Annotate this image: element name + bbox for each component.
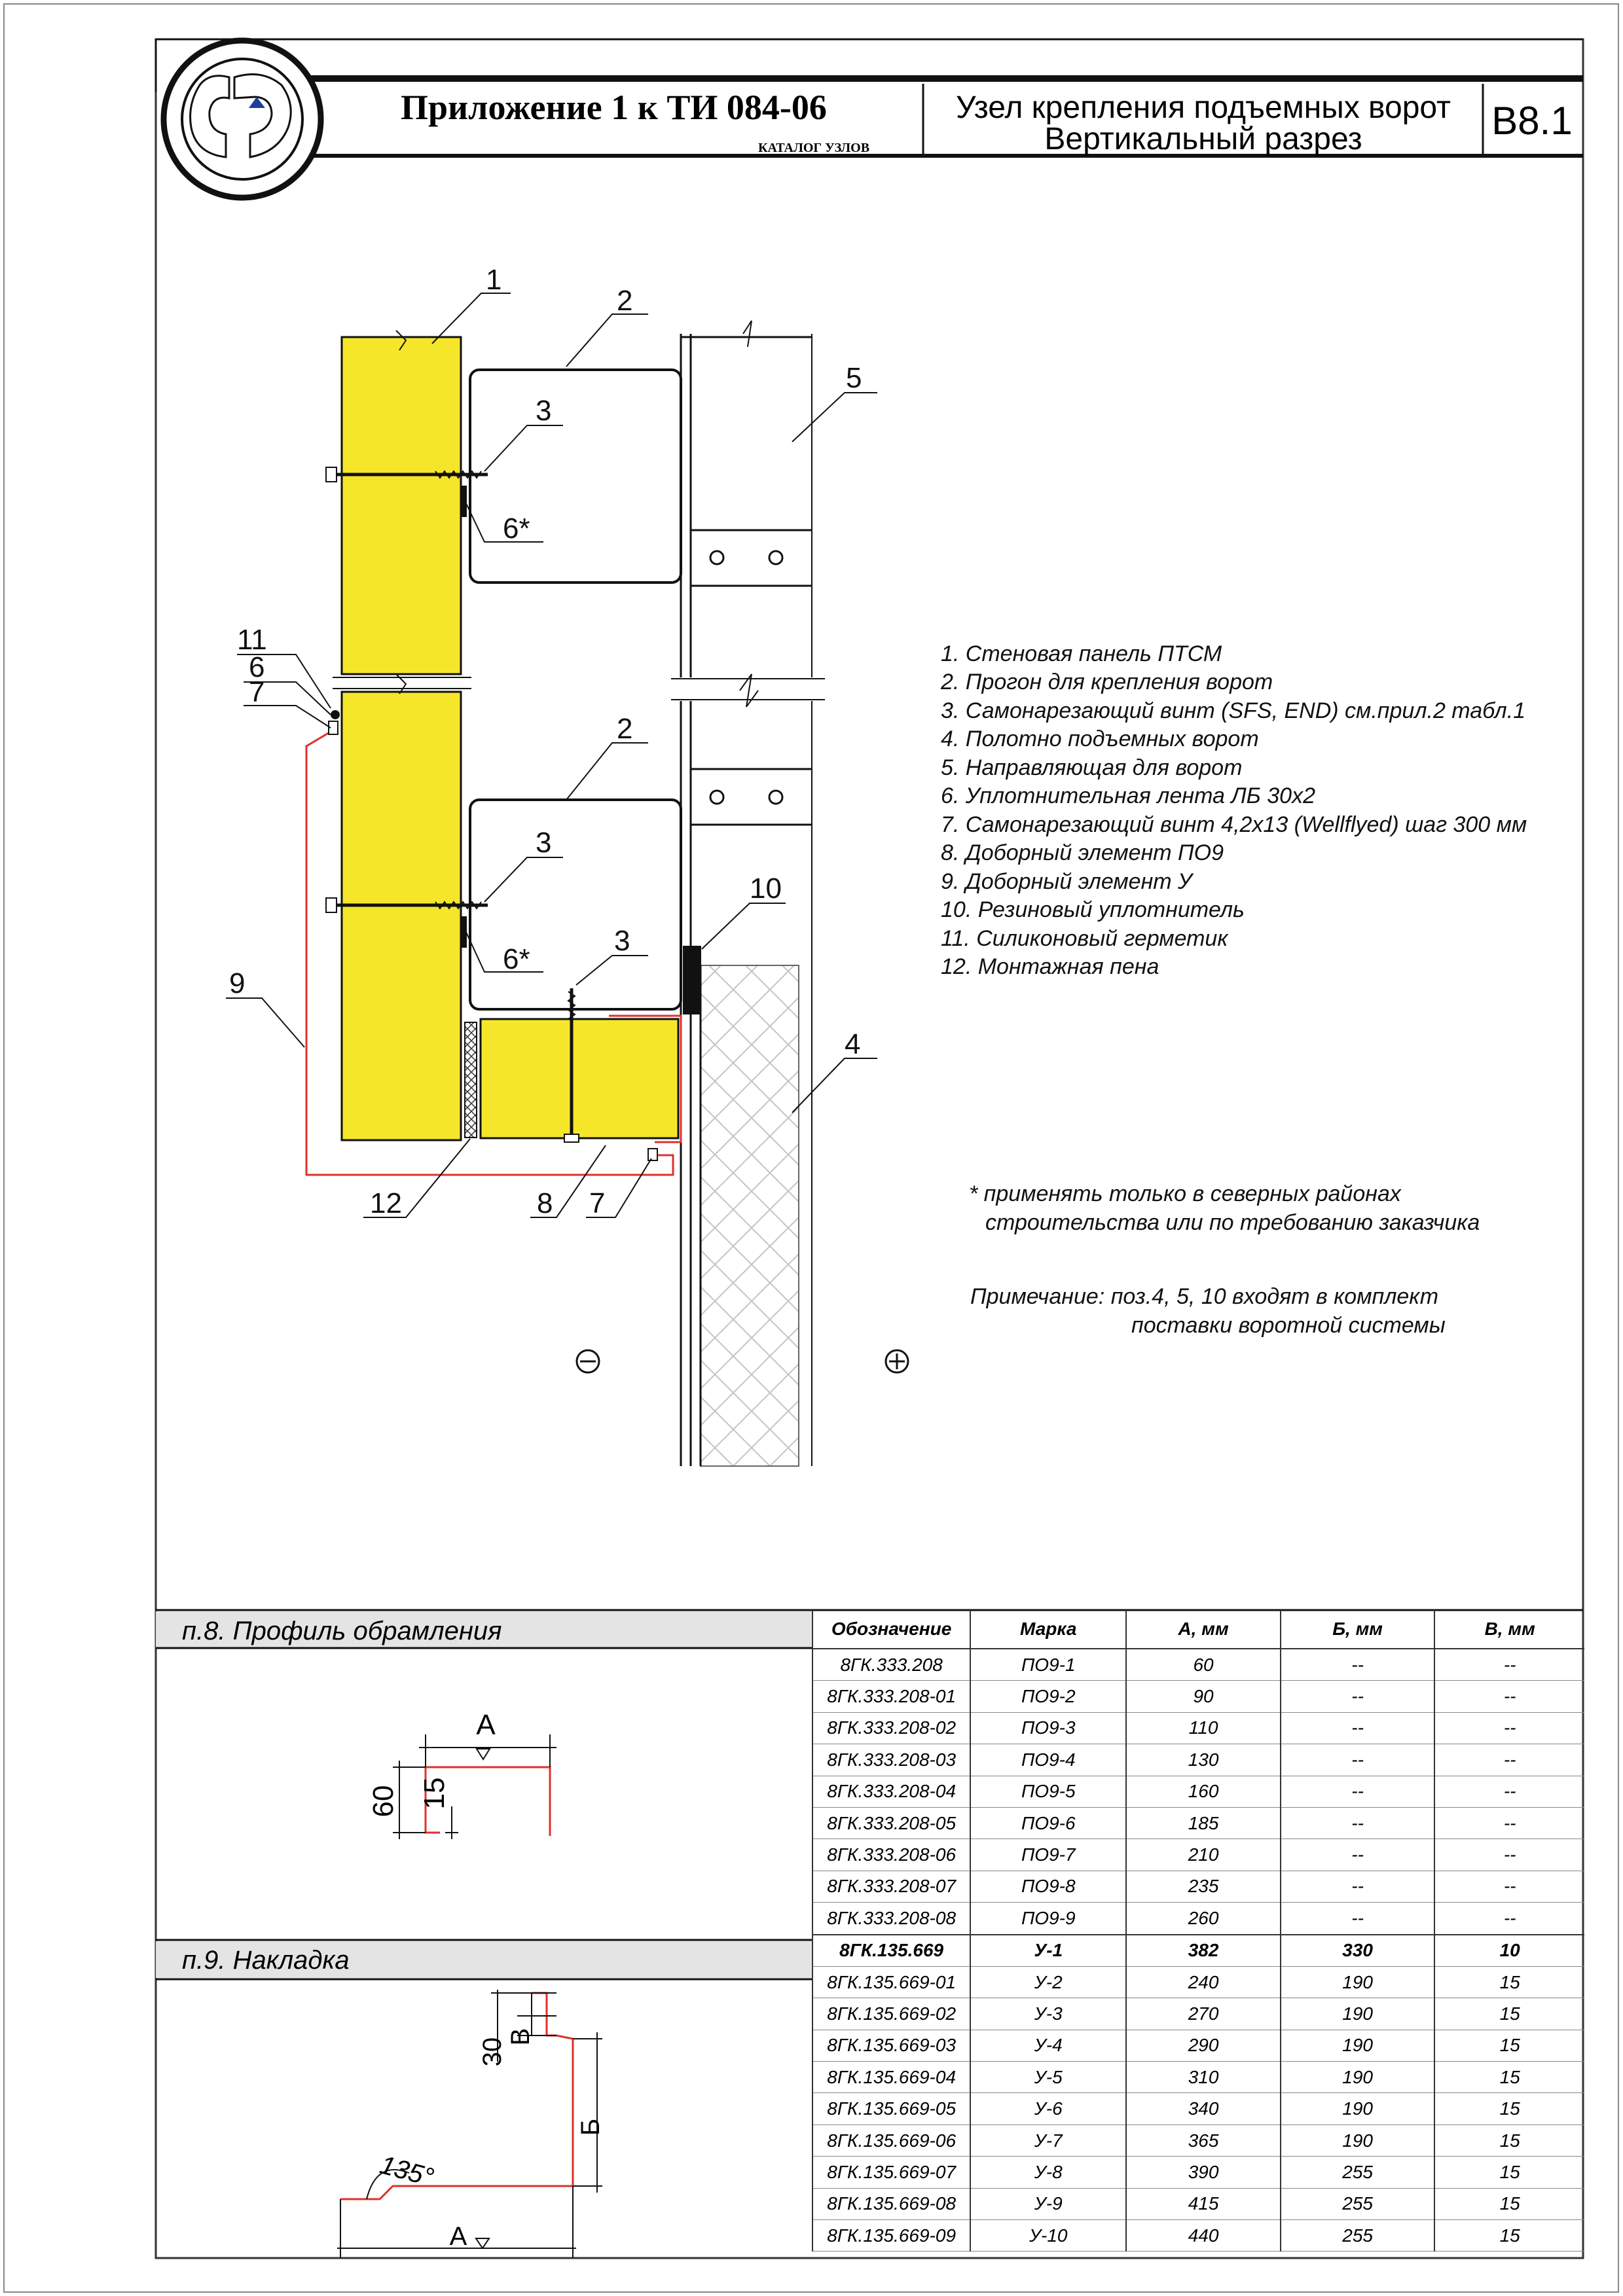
cell-a: 340 [1126,2093,1281,2125]
main-title: Приложение 1 к ТИ 084-06 [401,88,827,127]
cell-mark: ПО9-5 [970,1776,1126,1807]
table-row [812,2220,1584,2251]
cell-a: 185 [1126,1807,1281,1839]
legend-item: 5. Направляющая для ворот [941,755,1243,780]
cell-mark: ПО9-3 [970,1712,1126,1744]
node-title-line1: Узел крепления подъемных ворот [955,90,1451,125]
cell-b: 190 [1281,2030,1435,2061]
table-row [812,1776,1584,1807]
cell-b: 190 [1281,1966,1435,1998]
table-row [812,2188,1584,2219]
dim-60: 60 [367,1785,399,1818]
table-row [812,1712,1584,1744]
table-row [812,2062,1584,2093]
cell-v: -- [1434,1903,1584,1935]
table-row [812,1807,1584,1839]
cell-b: 255 [1281,2188,1435,2219]
callout-10: 10 [750,872,782,905]
cell-a: 365 [1126,2125,1281,2156]
profile-po9-sketch [393,1734,556,1839]
cell-v: 15 [1434,2188,1584,2219]
legend-item: 8. Доборный элемент ПО9 [941,840,1224,865]
cell-designation: 8ГК.333.208-03 [812,1744,970,1776]
cell-b: -- [1281,1712,1435,1744]
note-line1: Примечание: поз.4, 5, 10 входят в комплект [970,1284,1439,1309]
cell-v: 15 [1434,1966,1584,1998]
legend-item: 4. Полотно подъемных ворот [941,726,1259,751]
overlay-u-sketch [337,1990,602,2258]
cell-mark: У-4 [970,2030,1126,2061]
table-row [812,2125,1584,2156]
cell-designation: 8ГК.135.669-05 [812,2093,970,2125]
cell-mark: У-10 [970,2220,1126,2251]
cell-b: 190 [1281,2125,1435,2156]
cell-mark: У-3 [970,1998,1126,2030]
legend-item: 3. Самонарезающий винт (SFS, END) см.прил.2 табл.1 [941,698,1526,723]
dim-15: 15 [418,1777,450,1810]
cell-mark: ПО9-2 [970,1681,1126,1712]
cell-v: -- [1434,1649,1584,1681]
section-drawing [226,293,908,1466]
cell-designation: 8ГК.333.208-02 [812,1712,970,1744]
section-p8-title: п.8. Профиль обрамления [182,1617,502,1645]
cell-v: -- [1434,1776,1584,1807]
cell-b: -- [1281,1903,1435,1935]
cell-v: -- [1434,1744,1584,1776]
cell-v: 15 [1434,2062,1584,2093]
node-title-line2: Вертикальный разрез [1044,122,1362,156]
cell-mark: У-2 [970,1966,1126,1998]
dim-30: 30 [478,2037,507,2067]
cell-v: 15 [1434,1998,1584,2030]
cell-a: 440 [1126,2220,1281,2251]
table-row [812,1966,1584,1998]
cell-b: 330 [1281,1935,1435,1967]
cell-a: 382 [1126,1935,1281,1967]
plus-symbol [886,1350,908,1372]
dim-v: В [506,2028,535,2046]
cell-b: 255 [1281,2157,1435,2188]
cell-designation: 8ГК.135.669-04 [812,2062,970,2093]
table-row [812,1839,1584,1871]
col-a-header: А, мм [1126,1610,1281,1649]
callout-12: 12 [370,1187,402,1219]
subtitle: КАТАЛОГ УЗЛОВ [758,141,870,155]
cell-v: 15 [1434,2093,1584,2125]
cell-designation: 8ГК.333.208-07 [812,1871,970,1902]
table-row [812,1903,1584,1935]
cell-a: 160 [1126,1776,1281,1807]
cell-mark: У-9 [970,2188,1126,2219]
callout-7-lower: 7 [589,1187,606,1219]
callout-5: 5 [846,362,862,394]
cell-designation: 8ГК.135.669-09 [812,2220,970,2251]
legend-item: 12. Монтажная пена [941,954,1159,979]
callout-7-upper: 7 [249,676,265,708]
legend-item: 6. Уплотнительная лента ЛБ 30х2 [941,783,1315,808]
cell-mark: У-1 [970,1935,1126,1967]
cell-mark: ПО9-7 [970,1839,1126,1871]
callout-6-upper: 6* [503,512,530,545]
cell-designation: 8ГК.135.669-01 [812,1966,970,1998]
callout-9: 9 [229,967,246,999]
cell-a: 290 [1126,2030,1281,2061]
cell-v: 15 [1434,2220,1584,2251]
cell-a: 310 [1126,2062,1281,2093]
cell-v: 15 [1434,2157,1584,2188]
minus-symbol [577,1350,599,1372]
silicone-sealant [331,710,340,719]
cell-designation: 8ГК.333.208-04 [812,1776,970,1807]
footnote-line2: строительства или по требованию заказчика [985,1210,1480,1235]
cell-a: 415 [1126,2188,1281,2219]
cell-a: 235 [1126,1871,1281,1902]
cell-designation: 8ГК.135.669-08 [812,2188,970,2219]
cell-a: 390 [1126,2157,1281,2188]
cell-b: 190 [1281,2093,1435,2125]
dim-a-profile: А [476,1709,496,1741]
callout-6-lower: 6* [503,943,530,975]
cell-a: 240 [1126,1966,1281,1998]
legend-item: 9. Доборный элемент У [941,869,1192,894]
cell-mark: У-8 [970,2157,1126,2188]
callout-3-vertical: 3 [614,925,630,957]
section-p9-title: п.9. Накладка [182,1946,350,1975]
cell-a: 210 [1126,1839,1281,1871]
cell-v: 10 [1434,1935,1584,1967]
table-row [812,2093,1584,2125]
company-logo [164,41,321,198]
cell-mark: У-6 [970,2093,1126,2125]
cell-mark: У-7 [970,2125,1126,2156]
cell-a: 90 [1126,1681,1281,1712]
cell-b: -- [1281,1744,1435,1776]
cell-mark: ПО9-4 [970,1744,1126,1776]
cell-v: 15 [1434,2125,1584,2156]
legend-item: 10. Резиновый уплотнитель [941,897,1245,922]
cell-designation: 8ГК.135.669-03 [812,2030,970,2061]
cell-a: 130 [1126,1744,1281,1776]
cell-mark: ПО9-6 [970,1807,1126,1839]
table-row [812,2030,1584,2061]
callout-8: 8 [537,1187,553,1219]
cell-a: 260 [1126,1903,1281,1935]
legend-item: 7. Самонарезающий винт 4,2х13 (Wellflyed) шаг 300 мм [941,812,1527,837]
cell-designation: 8ГК.135.669-02 [812,1998,970,2030]
note-line2: поставки воротной системы [1131,1313,1446,1338]
angle-135: 135° [376,2150,437,2193]
door-leaf [683,946,799,1466]
callout-3-lower: 3 [536,827,552,859]
col-designation-header: Обозначение [812,1610,970,1649]
cell-b: 255 [1281,2220,1435,2251]
callout-11: 11 [237,624,267,656]
cell-designation: 8ГК.333.208-08 [812,1903,970,1935]
col-v-header: В, мм [1434,1610,1584,1649]
col-mark-header: Марка [970,1610,1126,1649]
cell-v: -- [1434,1871,1584,1902]
table-row [812,1649,1584,1681]
screw-7-lower [648,1149,657,1160]
dim-a-overlay: А [449,2222,467,2251]
callout-2-lower: 2 [617,713,633,745]
col-b-header: Б, мм [1281,1610,1435,1649]
table-row [812,1744,1584,1776]
cell-v: -- [1434,1681,1584,1712]
cell-v: -- [1434,1807,1584,1839]
sheet-code: В8.1 [1491,99,1573,143]
legend-item: 1. Стеновая панель ПТСМ [941,641,1222,666]
cell-a: 110 [1126,1712,1281,1744]
cell-mark: ПО9-1 [970,1649,1126,1681]
cell-designation: 8ГК.135.669-06 [812,2125,970,2156]
purlin-upper [470,370,681,583]
cell-b: -- [1281,1807,1435,1839]
wall-panel [333,331,471,1140]
cell-designation: 8ГК.135.669-07 [812,2157,970,2188]
mounting-foam [465,1022,477,1138]
table-row [812,1871,1584,1902]
table-row [812,1681,1584,1712]
callout-4: 4 [845,1028,861,1060]
cell-b: -- [1281,1681,1435,1712]
legend-item: 11. Силиконовый герметик [941,926,1228,951]
cell-a: 270 [1126,1998,1281,2030]
cell-designation: 8ГК.333.208-06 [812,1839,970,1871]
cell-b: -- [1281,1776,1435,1807]
cell-a: 60 [1126,1649,1281,1681]
cell-mark: ПО9-9 [970,1903,1126,1935]
cell-b: 190 [1281,2062,1435,2093]
table-row [812,1998,1584,2030]
purlin-lower [470,800,681,1009]
cell-b: -- [1281,1839,1435,1871]
legend [940,641,1527,979]
cell-designation: 8ГК.333.208-05 [812,1807,970,1839]
cell-b: -- [1281,1649,1435,1681]
cell-v: 15 [1434,2030,1584,2061]
callout-1: 1 [486,264,502,296]
cell-mark: У-5 [970,2062,1126,2093]
insulation-block [481,1019,678,1138]
table-header-row [812,1610,1584,1649]
dim-b: Б [576,2118,605,2136]
cell-mark: ПО9-8 [970,1871,1126,1902]
cell-designation: 8ГК.333.208 [812,1649,970,1681]
cell-designation: 8ГК.333.208-01 [812,1681,970,1712]
callout-6: 6 [249,651,265,683]
cell-designation: 8ГК.135.669 [812,1935,970,1967]
dimensions-table [812,1610,1584,2251]
cell-v: -- [1434,1712,1584,1744]
table-row [812,2157,1584,2188]
cell-b: -- [1281,1871,1435,1902]
footnote-line1: * применять только в северных районах [969,1181,1401,1206]
callout-3-upper: 3 [536,395,552,427]
legend-item: 2. Прогон для крепления ворот [941,670,1273,694]
callout-2-upper: 2 [617,285,633,317]
cell-b: 190 [1281,1998,1435,2030]
table-row [812,1935,1584,1967]
cell-v: -- [1434,1839,1584,1871]
